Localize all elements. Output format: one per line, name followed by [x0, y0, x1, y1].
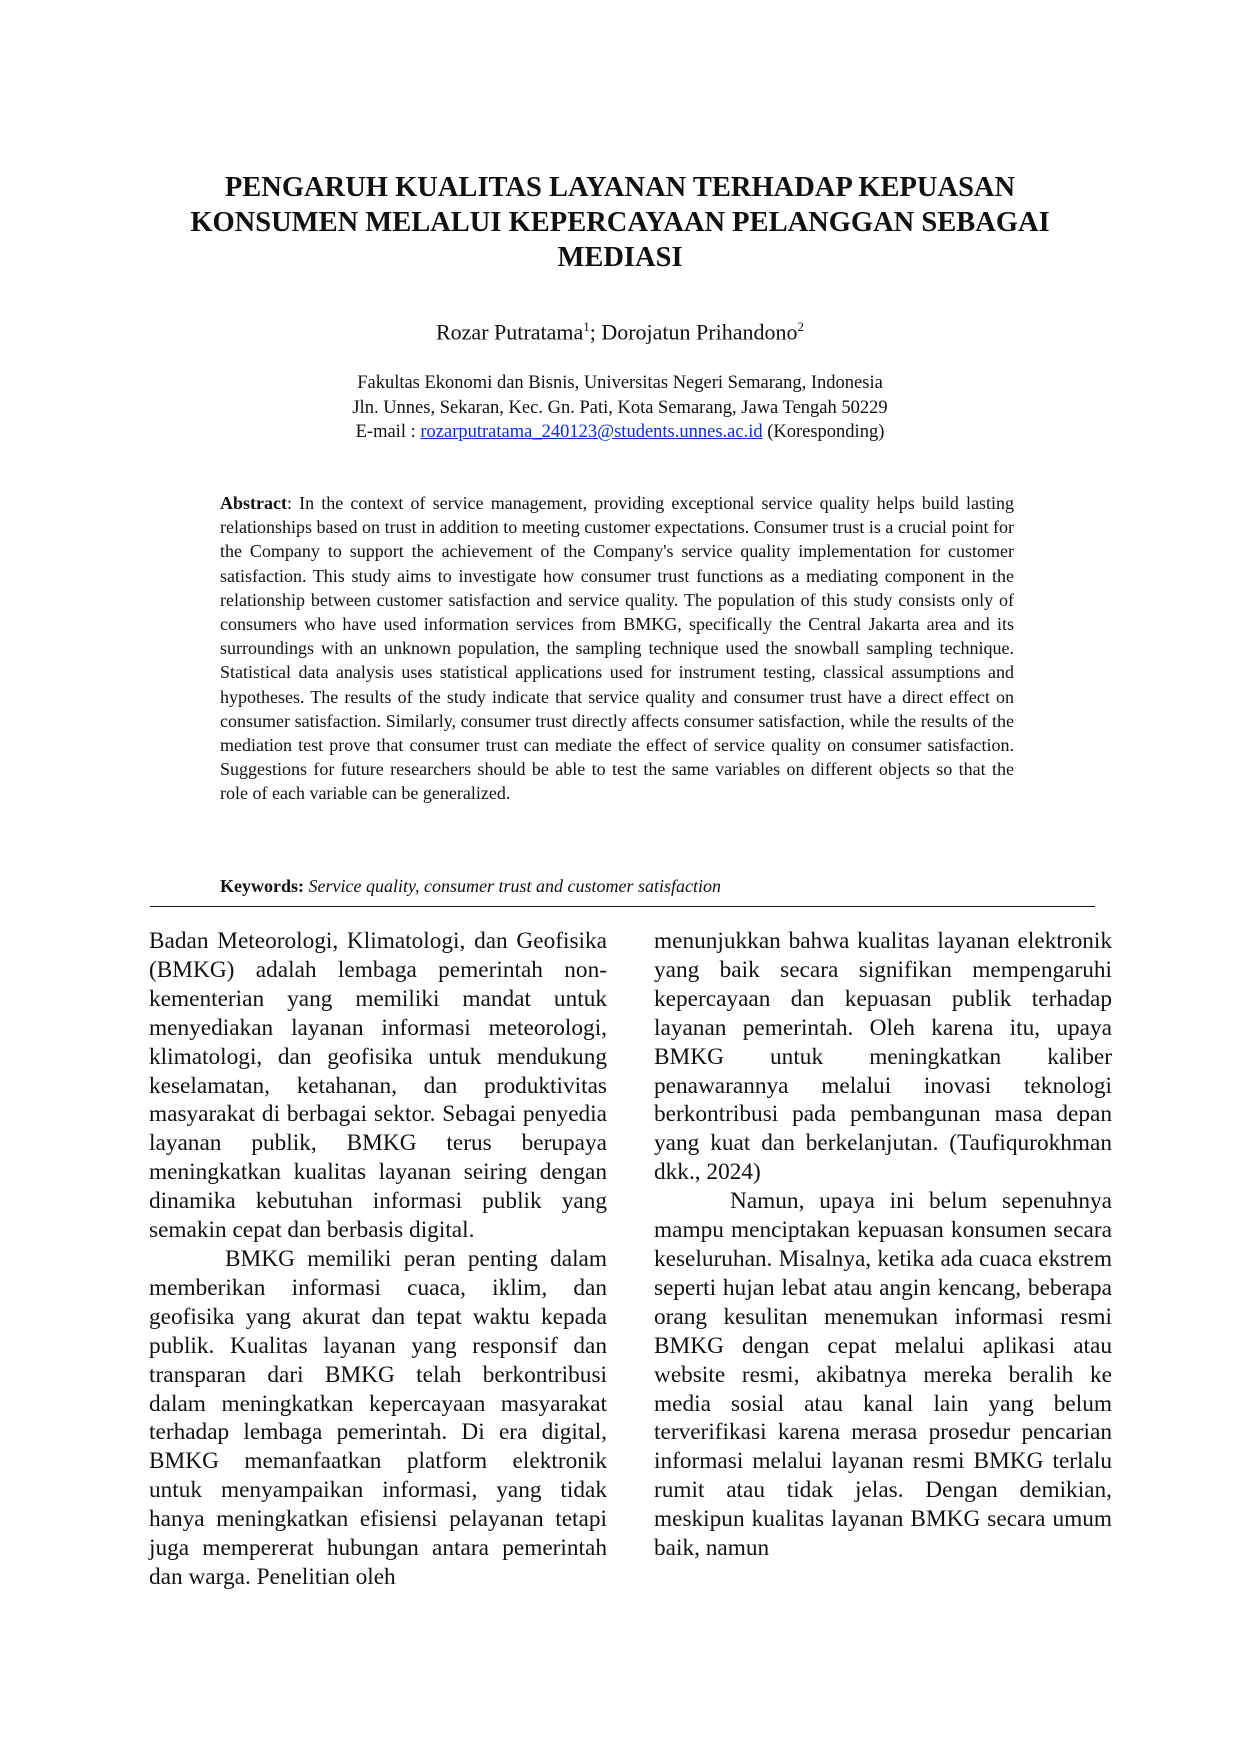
affiliation-institution: Fakultas Ekonomi dan Bisnis, Universitas Negeri Semarang, Indonesia — [357, 373, 883, 393]
body-paragraph: menunjukkan bahwa kualitas layanan elektronik yang baik secara signifikan mempengaruhi kepercayaan dan kepuasan publik terhadap layanan pemerintah. Oleh karena itu, upaya BMKG untuk meningkatkan kaliber penawarannya melalui inovasi teknologi berkontribusi pada pembangunan masa depan yang kuat dan berkelanjutan. (Taufiqurokhman dkk., 2024) — [654, 928, 1112, 1186]
section-divider — [150, 906, 1095, 907]
affiliation-address: Jln. Unnes, Sekaran, Kec. Gn. Pati, Kota Semarang, Jawa Tengah 50229 — [352, 397, 888, 418]
author-2: Dorojatun Prihandono — [601, 319, 798, 345]
body-column-right — [654, 927, 1112, 1563]
author-separator: ; — [589, 319, 602, 345]
keywords-text: Service quality, consumer trust and customer satisfaction — [308, 876, 721, 896]
body-paragraph: Badan Meteorologi, Klimatologi, dan Geofisika (BMKG) adalah lembaga pemerintah non-kementerian yang memiliki mandat untuk menyediakan layanan informasi meteorologi, klimatologi, dan geofisika untuk mendukung keselamatan, ketahanan, dan produktivitas masyarakat di berbagai sektor. Sebagai penyedia layanan publik, BMKG terus berupaya meningkatkan kualitas layanan seiring dengan dinamika kebutuhan informasi publik yang semakin cepat dan berbasis digital. — [149, 928, 607, 1244]
author-line — [0, 319, 1240, 345]
keywords — [220, 876, 1020, 897]
abstract-text: : In the context of service management, providing exceptional service quality helps build lasting relationships based on trust in addition to meeting customer expectations. Consumer trust is a crucial point for the Company to support the achievement of the Company's service quality implementation for customer satisfaction. This study aims to investigate how consumer trust functions as a mediating component in the relationship between customer satisfaction and service quality. The population of this study consists only of consumers who have used information services from BMKG, specifically the Central Jakarta area and its surroundings with an unknown population, the sampling technique used the snowball sampling technique. Statistical data analysis uses statistical applications used for instrument testing, classical assumptions and hypotheses. The results of the study indicate that service quality and consumer trust have a direct effect on consumer satisfaction. Similarly, consumer trust directly affects consumer satisfaction, while the results of the mediation test prove that consumer trust can mediate the effect of service quality on consumer satisfaction. Suggestions for future researchers should be able to test the same variables on different objects so that the role of each variable can be generalized. — [220, 493, 1014, 804]
affiliation-email-line — [0, 420, 1240, 445]
body-paragraph: Namun, upaya ini belum sepenuhnya mampu menciptakan kepuasan konsumen secara keseluruhan. Misalnya, ketika ada cuaca ekstrem seperti hujan lebat atau angin kencang, beberapa orang kesulitan menemukan informasi resmi BMKG dengan cepat melalui aplikasi atau website resmi, akibatnya mereka beralih ke media sosial atau kanal lain yang belum terverifikasi karena merasa prosedur pencarian informasi melalui layanan resmi BMKG terlalu rumit atau tidak jelas. Dengan demikian, meskipun kualitas layanan BMKG secara umum baik, namun — [654, 1188, 1112, 1562]
email-suffix: (Koresponding) — [762, 422, 885, 442]
keywords-label: Keywords: — [220, 876, 304, 896]
paper-title: PENGARUH KUALITAS LAYANAN TERHADAP KEPUASAN KONSUMEN MELALUI KEPERCAYAAN PELANGGAN SEBAGAI MEDIASI — [190, 172, 1050, 273]
body-column-left — [149, 927, 607, 1592]
abstract-label: Abstract — [220, 493, 287, 513]
author-1: Rozar Putratama — [435, 319, 584, 345]
author-1-affil-mark: 1 — [583, 319, 590, 334]
author-2-affil-mark: 2 — [797, 319, 804, 334]
abstract — [220, 491, 1014, 806]
email-link[interactable]: rozarputratama_240123@students.unnes.ac.id — [420, 422, 763, 442]
body-paragraph: BMKG memiliki peran penting dalam memberikan informasi cuaca, iklim, dan geofisika yang akurat dan tepat waktu kepada publik. Kualitas layanan yang responsif dan transparan dari BMKG telah berkontribusi dalam meningkatkan kepercayaan masyarakat terhadap lembaga pemerintah. Di era digital, BMKG memanfaatkan platform elektronik untuk menyampaikan informasi, yang tidak hanya meningkatkan efisiensi pelayanan tetapi juga mempererat hubungan antara pemerintah dan warga. Penelitian oleh — [149, 1245, 607, 1590]
affiliation-block — [0, 371, 1240, 445]
email-prefix: E-mail : — [355, 422, 421, 442]
